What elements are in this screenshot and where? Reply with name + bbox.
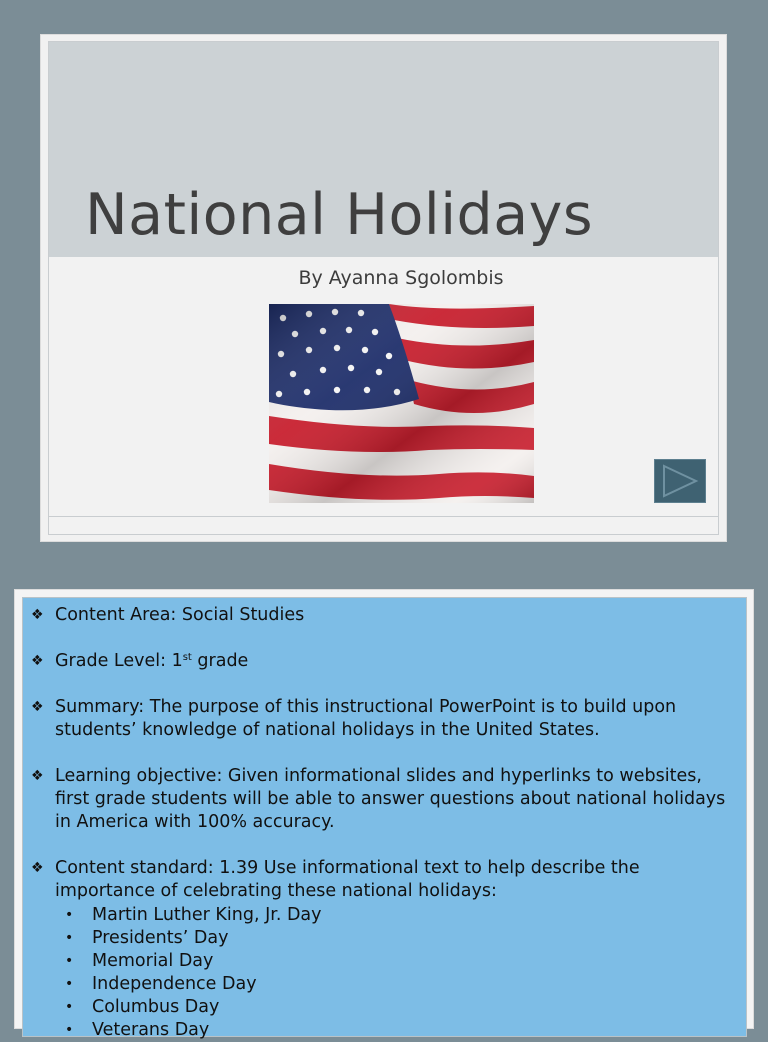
footer-divider <box>49 516 718 517</box>
diamond-bullet-icon: ❖ <box>31 768 44 784</box>
holiday-label: Veterans Day <box>92 1020 210 1040</box>
learning-objective-text: Learning objective: Given informational slides and hyperlinks to websites, first grade students will be able to answer questions about national holidays in America with 100% accuracy. <box>55 766 726 832</box>
grade-ordinal-suffix: st <box>182 652 192 663</box>
content-area-text: Content Area: Social Studies <box>55 605 305 625</box>
play-next-icon <box>655 460 705 502</box>
overview-slide <box>14 589 754 1040</box>
diamond-bullet-icon: ❖ <box>31 699 44 715</box>
title-slide <box>40 34 727 542</box>
list-item-summary <box>31 696 738 742</box>
diamond-bullet-icon: ❖ <box>31 653 44 669</box>
list-item-content-standard <box>31 857 738 903</box>
list-item-grade-level <box>31 650 738 673</box>
summary-text: Summary: The purpose of this instructional PowerPoint is to build upon students’ knowledge of national holidays in the United States. <box>55 697 677 740</box>
holiday-label: Martin Luther King, Jr. Day <box>92 905 322 925</box>
slide-subtitle: By Ayanna Sgolombis <box>298 267 504 289</box>
american-flag-image <box>269 304 534 503</box>
holiday-label: Presidents’ Day <box>92 928 229 948</box>
list-item-content-area <box>31 604 738 627</box>
content-standard-text: Content standard: 1.39 Use informational text to help describe the importance of celebrating these national holidays: <box>55 858 640 901</box>
grade-level-label: Grade Level: 1 <box>55 651 183 671</box>
list-item-learning-objective <box>31 765 738 834</box>
grade-level-suffix: grade <box>191 651 249 671</box>
next-slide-button[interactable] <box>654 459 706 503</box>
holiday-label: Memorial Day <box>92 951 214 971</box>
diamond-bullet-icon: ❖ <box>31 607 44 623</box>
holiday-label: Independence Day <box>92 974 257 994</box>
holiday-label: Columbus Day <box>92 997 220 1017</box>
slide-title: National Holidays <box>85 182 594 248</box>
grade-level-text <box>55 650 738 673</box>
slide-frame <box>48 41 719 535</box>
title-band <box>49 42 718 257</box>
diamond-bullet-icon: ❖ <box>31 860 44 876</box>
overview-panel: ❖ Content Area: Social Studies ❖ Grade Level: 1st grade ❖ Summary: The purpose of this instructional PowerPoint is to build upon students’ knowledge of national holidays in the United States. ❖ Learning objective: Given informational slides and hyperlinks to websites, first grade students will be able to answer questions about national holidays in America with 100% accuracy. ❖ Content standard: 1.39 Use informational text to help describe the importance of celebrating these national holidays: • Martin Luther King, Jr. Day • Presidents’ Day • Memorial Day • Independence Day • Columbus Day • Veterans Day <box>22 597 747 1037</box>
